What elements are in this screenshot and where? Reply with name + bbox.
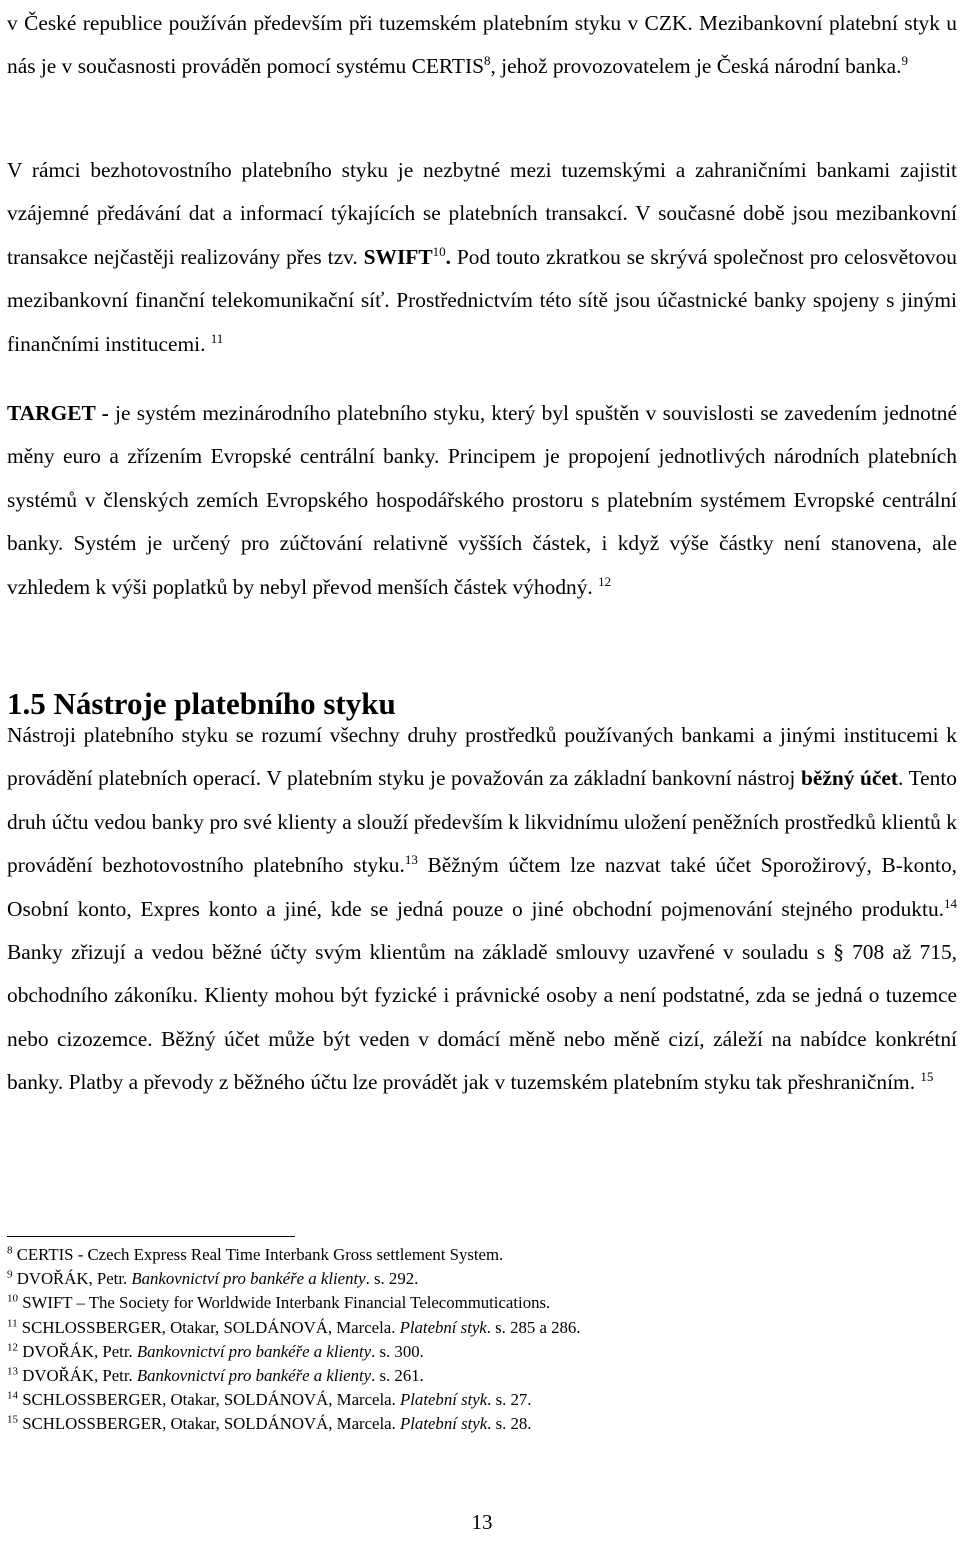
footnote-ref[interactable]: 15	[920, 1069, 934, 1085]
term-bezny-ucet: běžný účet	[800, 766, 899, 791]
paragraph-text: . Tento druh účtu vedou banky pro své klienty a slouží především k likvidnímu uložení peněžních prostředků klientů k provádění bezhotovostního platebního styku.	[7, 766, 957, 878]
paragraph-swift	[7, 149, 957, 366]
footnote-number: 13	[7, 1365, 18, 1378]
footnote-tail: . s. 27.	[487, 1390, 532, 1410]
footnote-text: DVOŘÁK, Petr.	[22, 1366, 137, 1386]
footnote	[7, 1291, 957, 1315]
footnote-text: CERTIS - Czech Express Real Time Interbank Gross settlement System.	[16, 1245, 504, 1264]
footnote-number: 9	[7, 1268, 13, 1281]
footnote-title: Bankovnictví pro bankéře a klienty	[136, 1341, 372, 1361]
page-number: 13	[471, 1510, 493, 1534]
footnote	[7, 1243, 957, 1267]
footnote-title: Platební styk	[400, 1414, 488, 1434]
footnote-ref[interactable]: 12	[598, 573, 612, 589]
footnote	[7, 1267, 957, 1291]
footnote	[7, 1412, 957, 1436]
paragraph-text: Nástroji platebního styku se rozumí všechny druhy prostředků používaných bankami a jinými institucemi k provádění platebních operací. V platebním styku je považován za základní bankovní nástroj	[7, 723, 957, 791]
footnote	[7, 1316, 957, 1340]
paragraph-target	[7, 392, 957, 609]
paragraph-text: V rámci bezhotovostního platebního styku je nezbytné mezi tuzemskými a zahraničními bankami zajistit vzájemné předávání dat a informací týkajících se platebních transakcí. V současné době jsou mezibankovní transakce nejčastěji realizovány přes tzv.	[7, 158, 957, 269]
footnote-tail: . s. 292.	[365, 1269, 419, 1289]
term-target: TARGET -	[7, 401, 109, 425]
footnote-text: SCHLOSSBERGER, Otakar, SOLDÁNOVÁ, Marcela.	[22, 1414, 401, 1434]
footnote-tail: . s. 28.	[487, 1414, 532, 1434]
footnote-ref[interactable]: 11	[210, 330, 224, 346]
paragraph-text: , jehož provozovatelem je Česká národní banka.	[490, 54, 902, 79]
footnote-number: 11	[7, 1317, 18, 1330]
paragraph-text: Pod touto zkratkou se skrývá společnost pro celosvětovou mezibankovní finanční telekomunikační síť. Prostřednictvím této sítě jsou účastnické banky spojeny s jinými finančními institucemi.	[7, 244, 957, 356]
paragraph-text: je systém mezinárodního platebního styku, který byl spuštěn v souvislosti se zavedením jednotné měny euro a zřízením Evropské centrální banky. Principem je propojení jednotlivých národních platebních systémů v členských zemích Evropského hospodářského prostoru s platebním systémem Evropské centrální banky. Systém je určený pro zúčtování relativně vyšších částek, i když výše částky není stanovena, ale vzhledem k výši poplatků by nebyl převod menších částek výhodný.	[7, 401, 957, 599]
paragraph-certis	[7, 2, 957, 89]
footnote-ref[interactable]: 14	[944, 895, 957, 911]
footnote-text: SCHLOSSBERGER, Otakar, SOLDÁNOVÁ, Marcela.	[22, 1390, 401, 1410]
term-swift: SWIFT	[363, 244, 433, 269]
footnote-separator	[7, 1236, 295, 1237]
footnote-text: SWIFT – The Society for Worldwide Interbank Financial Telecommutications.	[22, 1293, 551, 1313]
footnote-title: Bankovnictví pro bankéře a klienty	[136, 1366, 372, 1386]
footnote-number: 10	[7, 1292, 18, 1305]
paragraph-text: v České republice používán především při tuzemském platebním styku v CZK. Mezibankovní platební styk u nás je v současnosti prováděn pomocí systému CERTIS	[7, 11, 957, 79]
footnote-ref[interactable]: 8	[483, 53, 491, 69]
footnote-text: DVOŘÁK, Petr.	[16, 1269, 132, 1289]
footnote-text: DVOŘÁK, Petr.	[22, 1341, 137, 1361]
footnote	[7, 1340, 957, 1364]
paragraph-text: Banky zřizují a vedou běžné účty svým klientům na základě smlouvy uzavřené v souladu s § 708 až 715, obchodního zákoníku. Klienty mohou být fyzické i právnické osoby a není podstatné, zda se jedná o tuzemce nebo cizozemce. Běžný účet může být veden v domácí měně nebo měně cizí, záleží na nabídce konkrétní banky. Platby a převody z běžného účtu lze provádět jak v tuzemském platebním styku tak přeshraničním.	[7, 940, 957, 1095]
footnote-list	[7, 1243, 957, 1437]
footnote-title: Platební styk	[400, 1390, 488, 1410]
footnote-title: Platební styk	[399, 1317, 487, 1337]
footnote-number: 12	[7, 1341, 18, 1354]
footnote-tail: . s. 285 a 286.	[486, 1317, 581, 1337]
footnote-number: 15	[7, 1413, 18, 1426]
footnote-ref[interactable]: 13	[404, 852, 418, 868]
footnote-number: 14	[7, 1389, 18, 1402]
footnote	[7, 1364, 957, 1388]
section-heading: 1.5 Nástroje platebního styku	[7, 686, 396, 721]
footnote	[7, 1388, 957, 1412]
footnote-ref[interactable]: 10	[432, 243, 446, 259]
footnote-number: 8	[7, 1244, 13, 1257]
footnote-tail: . s. 261.	[371, 1366, 424, 1386]
footnote-tail: . s. 300.	[371, 1341, 424, 1361]
paragraph-text: .	[445, 244, 451, 269]
paragraph-tools	[7, 714, 957, 1105]
footnote-ref[interactable]: 9	[901, 53, 909, 69]
footnote-text: SCHLOSSBERGER, Otakar, SOLDÁNOVÁ, Marcela.	[21, 1317, 400, 1337]
footnote-title: Bankovnictví pro bankéře a klienty	[131, 1269, 366, 1289]
paragraph-text: Běžným účtem lze nazvat také účet Sporožirový, B-konto, Osobní konto, Expres konto a jiné, kde se jedná pouze o jiné obchodní pojmenování stejného produktu.	[7, 853, 957, 921]
